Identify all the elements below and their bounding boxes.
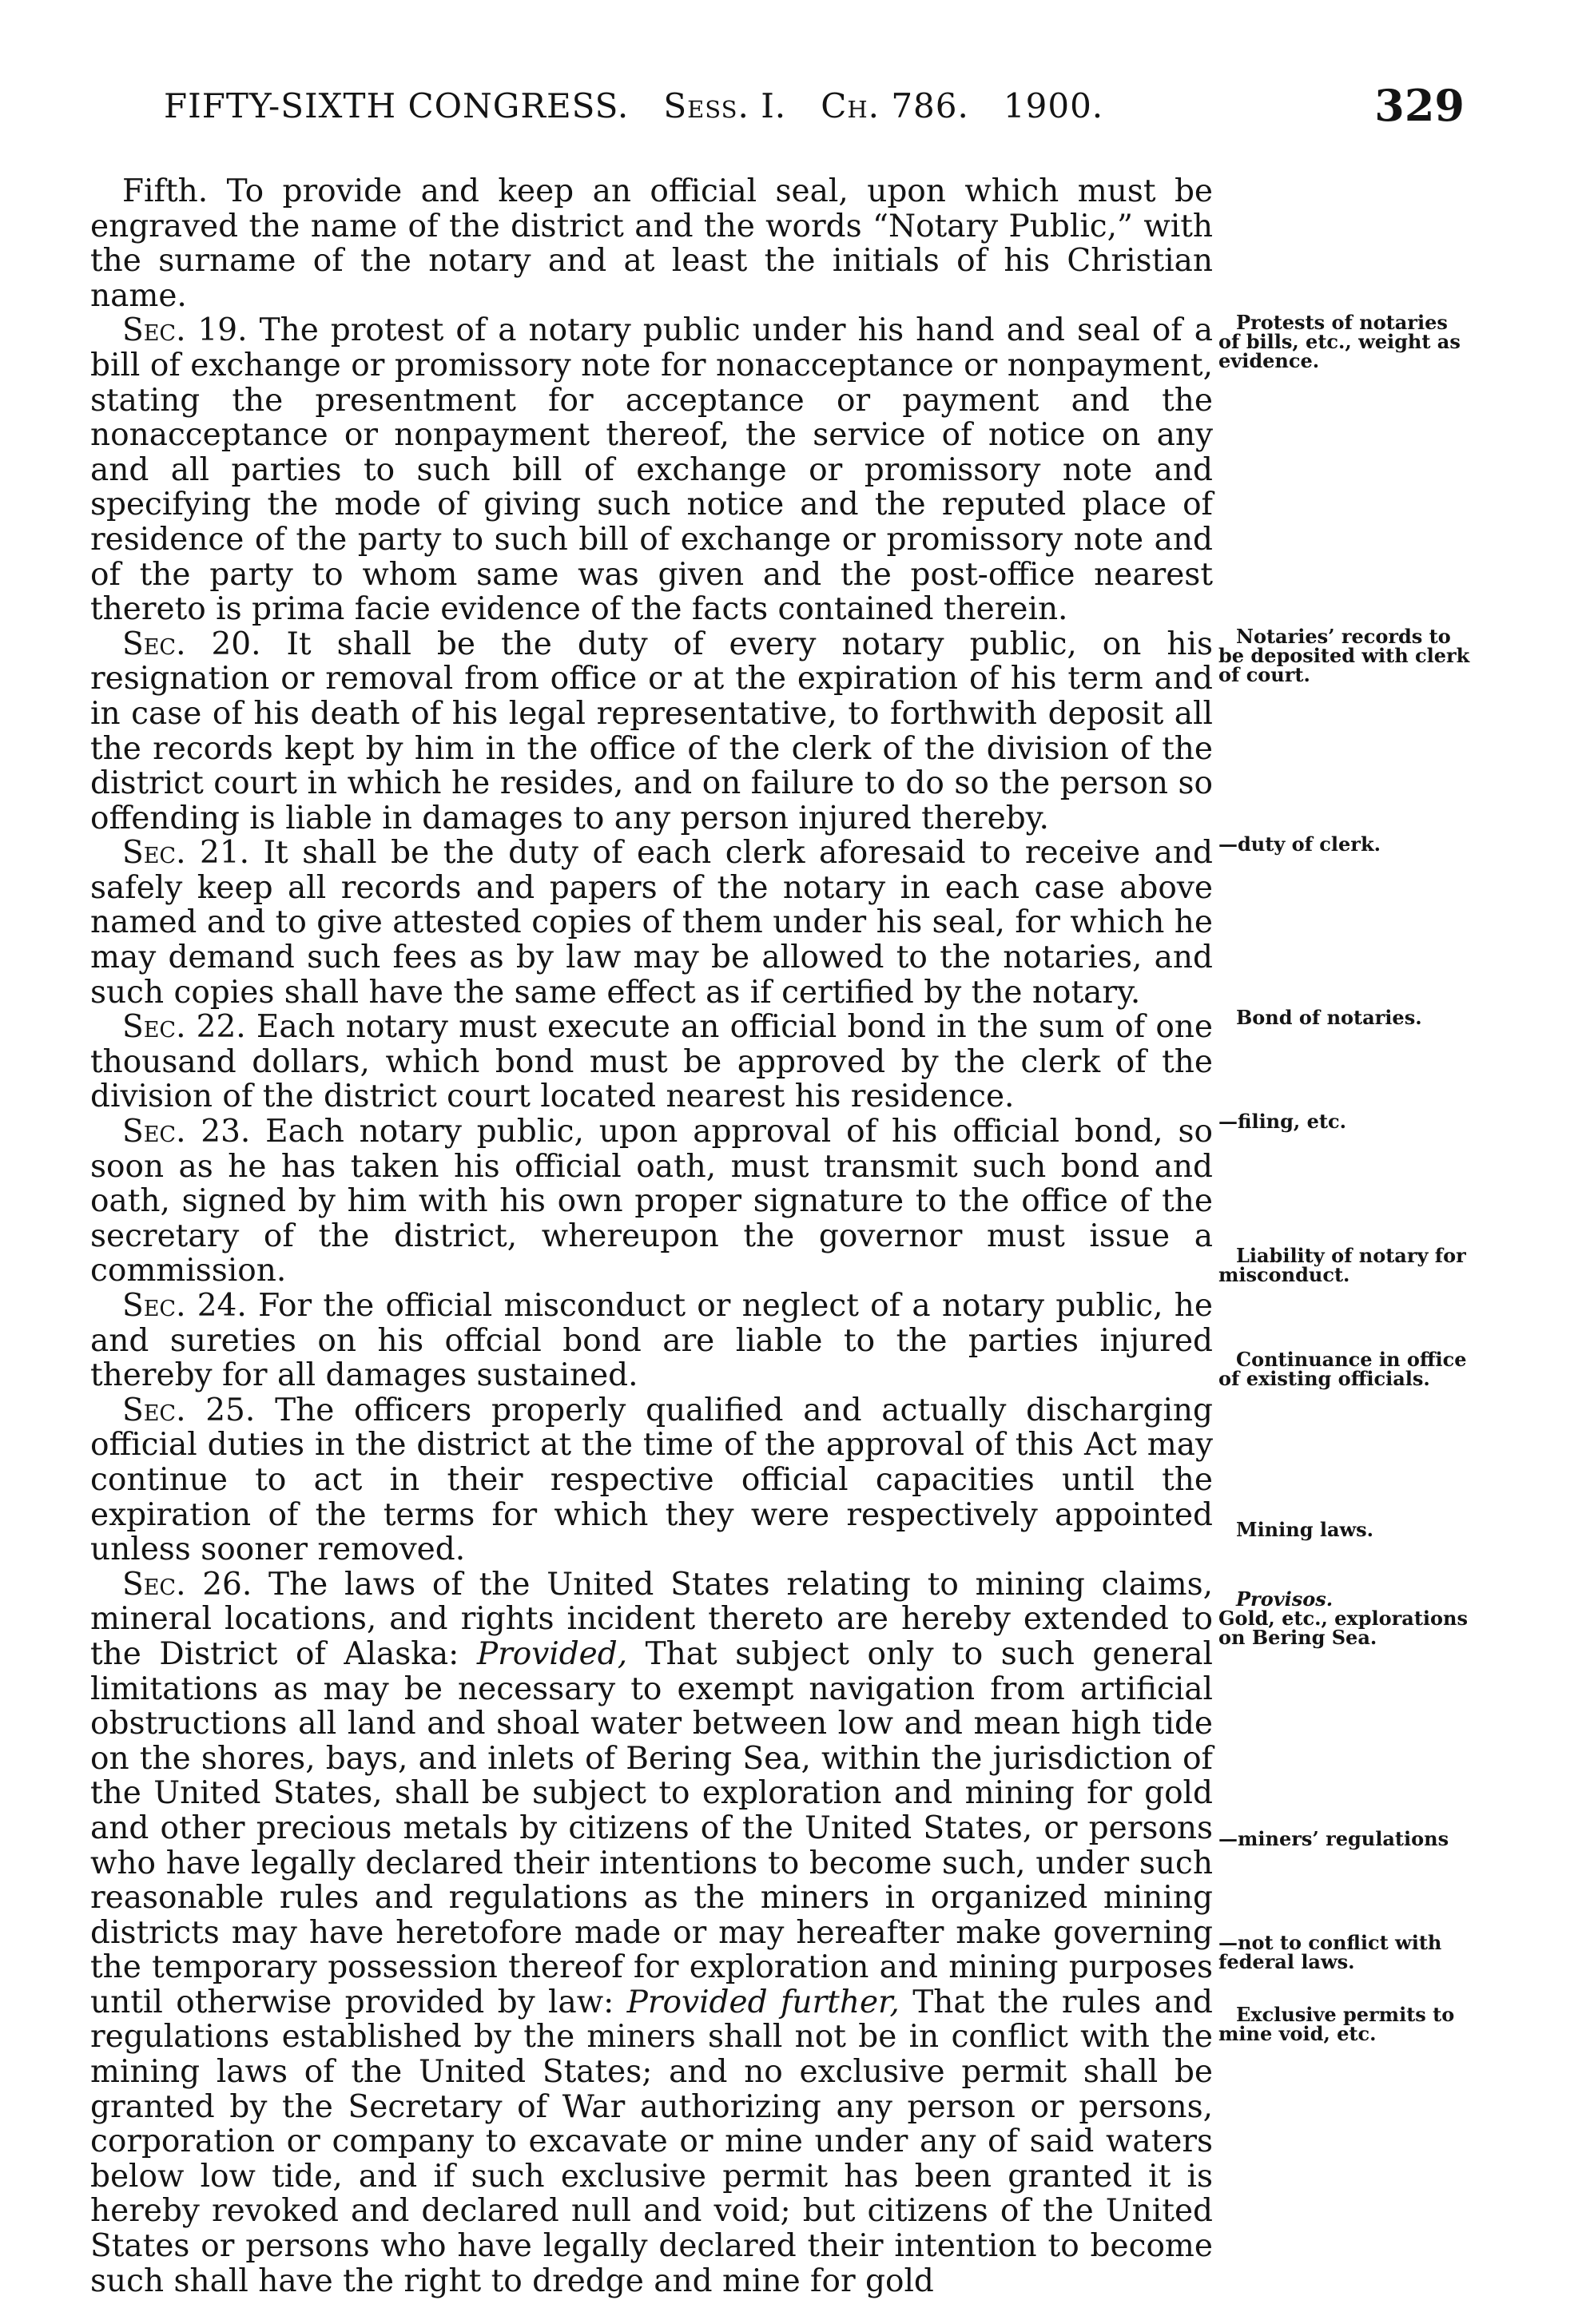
margin-note-duty-of-clerk: —duty of clerk. [1218, 832, 1381, 856]
margin-note-filing: —filing, etc. [1218, 1110, 1346, 1133]
paragraph-sec-19 [90, 313, 1213, 626]
section-number: Sec. 22. [122, 1009, 246, 1046]
running-head [164, 86, 1474, 125]
paragraph-sec-20 [90, 627, 1213, 836]
paragraph-sec-21 [90, 836, 1213, 1010]
paragraph-text: Fifth. To provide and keep an official seal, upon which must be engraved the name of the district and the words “Notary Public,” with the surname of the notary and at least the initials of his Christian name. [90, 173, 1213, 314]
section-number: Sec. 19. [122, 312, 248, 349]
margin-note-liability: Liability of notary for misconduct. [1218, 1244, 1466, 1286]
paragraph-text: Each notary must execute an official bond in the sum of one thousand dollars, which bond must be approved by the clerk of the division of the district court located nearest his residence. [90, 1009, 1213, 1115]
paragraph-sec-23 [90, 1114, 1213, 1289]
margin-note-protests: Protests of notaries of bills, etc., weight as evidence. [1218, 311, 1461, 372]
paragraph-text: It shall be the duty of every notary public, on his resignation or removal from office or at the expiration of his term and in case of his death of his legal representative, to forthwith deposit all the records kept by him in the office of the clerk of the division of the district court in which he resides, and on failure to do so the person so offending is liable in damages to any person injured thereby. [90, 626, 1214, 836]
congress-label: FIFTY-SIXTH CONGRESS. [164, 86, 630, 125]
paragraph-text: That subject only to such general limitations as may be necessary to exempt navigation from artificial obstructions all land and shoal water between low and mean high tide on the shores, bays, and inlets of Bering Sea, within the jurisdiction of the United States, shall be subject to exploration and mining for gold and other precious metals by citizens of the United States, or persons who have legally declared their intentions to become such, under such reasonable rules and regulations as the miners in organized mining districts may have heretofore made or may hereafter make governing the temporary possession thereof for exploration and mining purposes until otherwise provided by law: [90, 1635, 1213, 2020]
margin-note-continuance: Continuance in office of existing officials. [1218, 1348, 1467, 1390]
provisos-text: Gold, etc., explorations on Bering Sea. [1218, 1607, 1468, 1649]
section-number: Sec. 21. [122, 835, 250, 872]
year-label: 1900. [1003, 86, 1104, 125]
margin-note-exclusive-permits: Exclusive permits to mine void, etc. [1218, 2003, 1455, 2045]
section-number: Sec. 20. [122, 626, 261, 662]
paragraph-text: That the rules and regulations established by the miners shall not be in conflict with the mining laws of the United States; and no exclusive permit shall be granted by the Secretary of War authorizing any person or persons, corporation or company to excavate or mine under any of said waters below low tide, and if such exclusive permit has been granted it is hereby revoked and declared null and void; but citizens of the United States or persons who have legally declared their intention to become such shall have the right to dredge and mine for gold [90, 1984, 1213, 2299]
section-number: Sec. 26. [122, 1566, 252, 1603]
page-number: 329 [1374, 80, 1465, 131]
paragraph-sec-26 [90, 1567, 1213, 2298]
paragraph-text: For the official misconduct or neglect of a notary public, he and sureties on his offcial bond are liable to the parties injured thereby for all damages sustained. [90, 1288, 1214, 1394]
paragraph-text: The officers properly qualified and actually discharging official duties in the district at the time of the approval of this Act may continue to act in their respective official capacities until the expiration of the terms for which they were respectively appointed unless sooner removed. [90, 1392, 1214, 1568]
section-number: Sec. 25. [122, 1392, 256, 1428]
section-number: Sec. 24. [122, 1288, 247, 1324]
paragraph-text: Each notary public, upon approval of his official bond, so soon as he has taken his official oath, must transmit such bond and oath, signed by him with his own proper signature to the office of the secretary of the district, whereupon the governor must issue a commission. [90, 1114, 1213, 1289]
proviso-term: Provided further, [626, 1984, 900, 2020]
margin-note-provisos [1218, 1587, 1474, 1649]
proviso-term: Provided, [476, 1635, 628, 1672]
margin-note-miners-regulations: —miners’ regulations [1218, 1827, 1449, 1850]
paragraph-fifth [90, 174, 1213, 313]
section-number: Sec. 23. [122, 1114, 251, 1150]
body-text [90, 174, 1213, 2298]
chapter-label: Ch. 786. [821, 86, 969, 125]
margin-note-mining-laws: Mining laws. [1236, 1518, 1374, 1541]
paragraph-sec-22 [90, 1010, 1213, 1114]
paragraph-text: The protest of a notary public under his hand and seal of a bill of exchange or promissory note for nonacceptance or nonpayment, stating the presentment for acceptance or payment and the nonacceptance or nonpayment thereof, the service of notice on any and all parties to such bill of exchange or promissory note and specifying the mode of giving such notice and the reputed place of residence of the party to such bill of exchange or promissory note and of the party to whom same was given and the post-office nearest thereto is prima facie evidence of the facts contained therein. [90, 312, 1213, 628]
paragraph-sec-24 [90, 1289, 1213, 1393]
paragraph-text: It shall be the duty of each clerk aforesaid to receive and safely keep all records and papers of the notary in each case above named and to give attested copies of them under his seal, for which he may demand such fees as by law may be allowed to the notaries, and such copies shall have the same effect as if certified by the notary. [90, 835, 1213, 1011]
margin-note-not-to-conflict: —not to conflict with federal laws. [1218, 1931, 1442, 1973]
paragraph-sec-25 [90, 1393, 1213, 1567]
paragraph-text: The laws of the United States relating to mining claims, mineral locations, and rights incident thereto are hereby extended to the District of Alaska: [90, 1566, 1213, 1672]
margin-note-bond: Bond of notaries. [1236, 1006, 1422, 1029]
session-label: Sess. I. [663, 86, 787, 125]
provisos-label: Provisos. [1236, 1587, 1334, 1611]
margin-note-records: Notaries’ records to be deposited with clerk of court. [1218, 625, 1470, 686]
